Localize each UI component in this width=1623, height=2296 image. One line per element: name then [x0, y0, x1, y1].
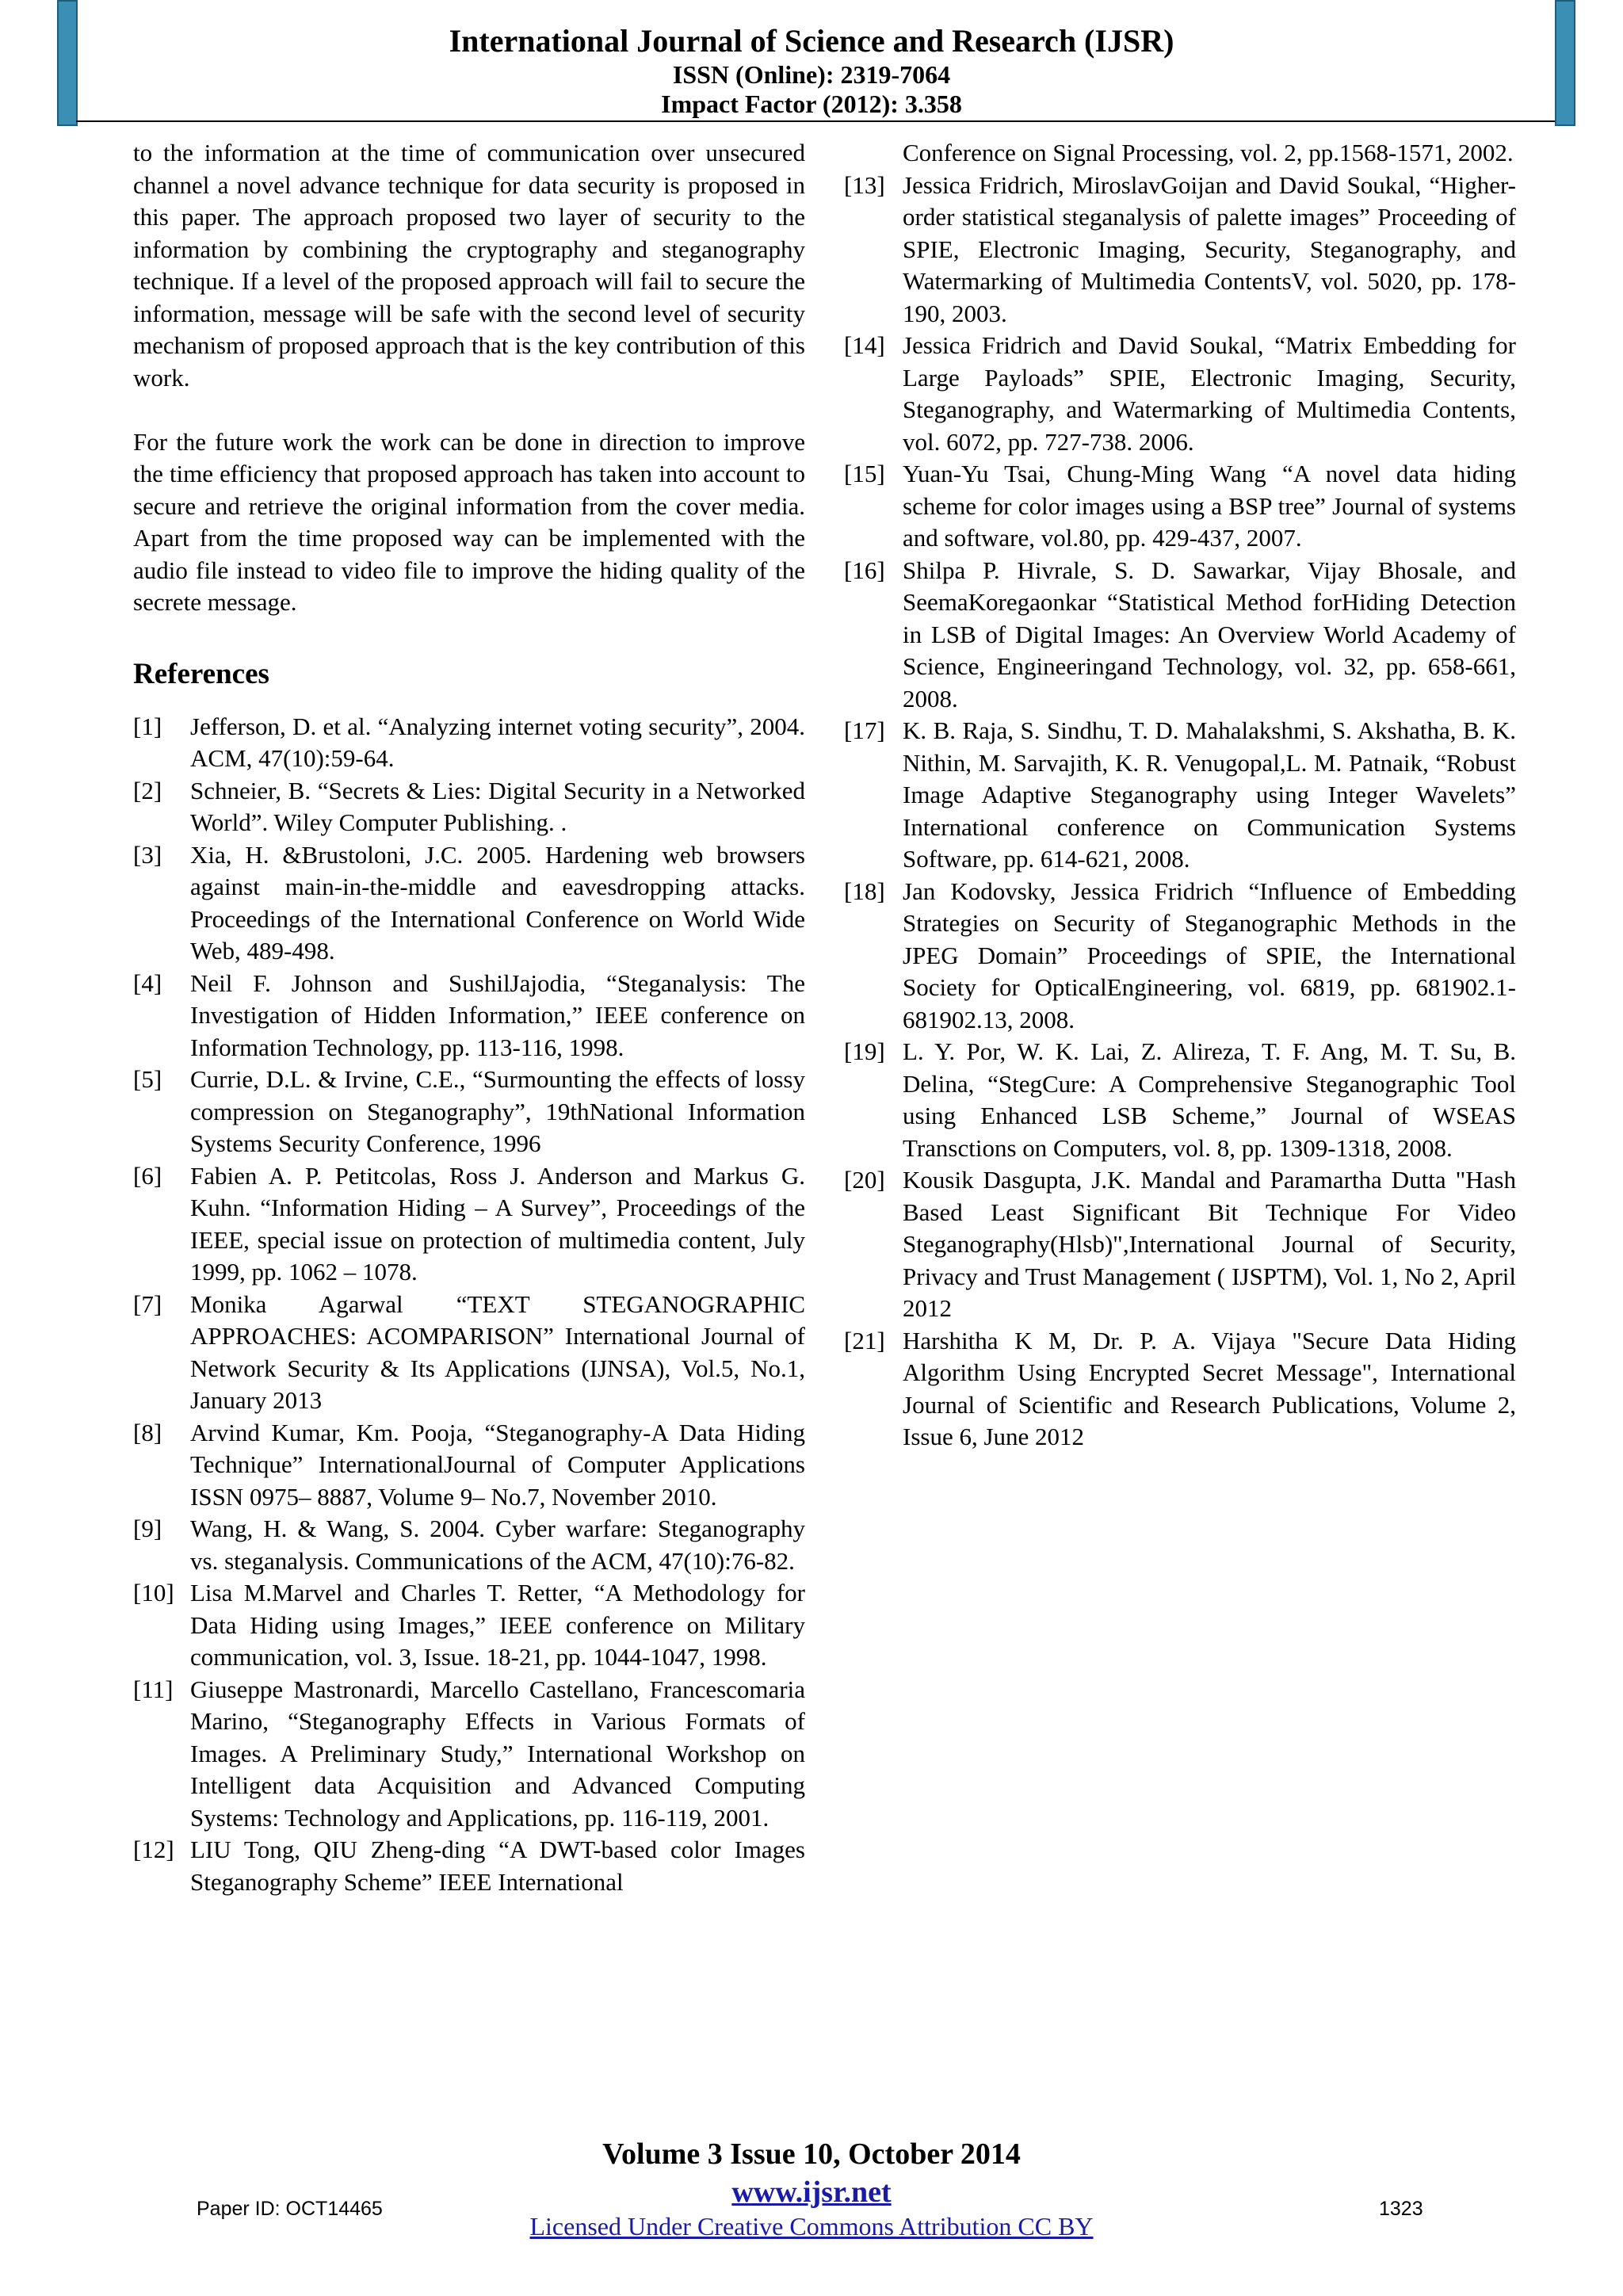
- reference-number: [14]: [844, 331, 885, 359]
- journal-issn: ISSN (Online): 2319-7064: [672, 60, 951, 89]
- references-heading: References: [133, 657, 269, 690]
- journal-header: [0, 22, 1623, 119]
- reference-number: [2]: [133, 776, 162, 804]
- references-list-left: [133, 711, 805, 1899]
- left-column: [133, 137, 805, 1898]
- reference-number: [19]: [844, 1037, 885, 1065]
- reference-number: [21]: [844, 1326, 885, 1354]
- reference-text: K. B. Raja, S. Sindhu, T. D. Mahalakshmi, S. Akshatha, B. K. Nithin, M. Sarvajith, K. R. Venugopal,L. M. Patnaik, “Robust Image Adaptive Steganography using Integer Wavelets” International conference on Communication Systems Software, pp. 614-621, 2008.: [903, 716, 1516, 873]
- reference-number: [13]: [844, 170, 885, 199]
- reference-item: [844, 1325, 1516, 1454]
- reference-continuation: [844, 137, 1516, 170]
- reference-item: [133, 775, 805, 839]
- journal-website-link[interactable]: www.ijsr.net: [731, 2176, 892, 2209]
- reference-text: Arvind Kumar, Km. Pooja, “Steganography-A Data Hiding Technique” InternationalJournal of Computer Applications ISSN 0975– 8887, Volume 9– No.7, November 2010.: [190, 1418, 805, 1511]
- reference-item: [844, 170, 1516, 330]
- page-number: 1323: [1379, 2198, 1423, 2220]
- reference-item: [844, 330, 1516, 458]
- journal-title: International Journal of Science and Research (IJSR): [449, 23, 1174, 59]
- reference-text: Jefferson, D. et al. “Analyzing internet voting security”, 2004. ACM, 47(10):59-64.: [190, 712, 805, 772]
- reference-item: [844, 458, 1516, 555]
- reference-item: [133, 1064, 805, 1160]
- reference-text: Schneier, B. “Secrets & Lies: Digital Security in a Networked World”. Wiley Computer Publishing. .: [190, 776, 805, 836]
- reference-number: [15]: [844, 460, 885, 487]
- reference-text: Wang, H. & Wang, S. 2004. Cyber warfare: Steganography vs. steganalysis. Communications of the ACM, 47(10):76-82.: [190, 1515, 805, 1575]
- reference-number: [11]: [133, 1675, 174, 1703]
- reference-number: [6]: [133, 1161, 162, 1190]
- reference-item: [133, 1513, 805, 1577]
- reference-number: [5]: [133, 1065, 162, 1093]
- reference-number: [12]: [133, 1836, 174, 1863]
- header-divider: [76, 120, 1555, 122]
- reference-number: [16]: [844, 556, 885, 584]
- reference-number: [17]: [844, 716, 885, 744]
- reference-number: [20]: [844, 1166, 885, 1194]
- reference-text: Jessica Fridrich, MiroslavGoijan and David Soukal, “Higher-order statistical steganalysis of palette images” Proceeding of SPIE, Electronic Imaging, Security, Steganography, and Watermarking of Multimedia ContentsV, vol. 5020, pp. 178-190, 2003.: [903, 170, 1516, 327]
- reference-text: Neil F. Johnson and SushilJajodia, “Steganalysis: The Investigation of Hidden Information,” IEEE conference on Information Technology, pp. 113-116, 1998.: [190, 968, 805, 1061]
- future-work-paragraph: For the future work the work can be done in direction to improve the time efficiency that proposed approach has taken into account to secure and retrieve the original information from the cover media. Apart from the time proposed way can be implemented with the audio file instead to video file to improve the hiding quality of the secrete message.: [133, 427, 805, 616]
- reference-item: [133, 711, 805, 775]
- references-list-right: [844, 170, 1516, 1454]
- reference-item: [133, 1834, 805, 1898]
- reference-text: Kousik Dasgupta, J.K. Mandal and Paramartha Dutta "Hash Based Least Significant Bit Technique For Video Steganography(Hlsb)",International Journal of Security, Privacy and Trust Management ( IJSPTM), Vol. 1, No 2, April 2012: [903, 1166, 1516, 1322]
- reference-text: Jan Kodovsky, Jessica Fridrich “Influence of Embedding Strategies on Security of Steganographic Methods in the JPEG Domain” Proceedings of SPIE, the International Society for OpticalEngineering, vol. 6819, pp. 681902.1-681902.13, 2008.: [903, 877, 1516, 1033]
- reference-text: Giuseppe Mastronardi, Marcello Castellano, Francescomaria Marino, “Steganography Effects in Various Formats of Images. A Preliminary Study,” International Workshop on Intelligent data Acquisition and Advanced Computing Systems: Technology and Applications, pp. 116-119, 2001.: [190, 1675, 805, 1832]
- reference-number: [9]: [133, 1515, 162, 1542]
- issue-volume: Volume 3 Issue 10, October 2014: [602, 2137, 1021, 2171]
- reference-text: Fabien A. P. Petitcolas, Ross J. Anderson and Markus G. Kuhn. “Information Hiding – A Survey”, Proceedings of the IEEE, special issue on protection of multimedia content, July 1999, pp. 1062 – 1078.: [190, 1161, 805, 1286]
- reference-item: [133, 1160, 805, 1289]
- reference-item: [844, 555, 1516, 716]
- reference-text: Conference on Signal Processing, vol. 2, pp.1568-1571, 2002.: [903, 139, 1514, 166]
- reference-number: [18]: [844, 877, 885, 905]
- license-link[interactable]: Licensed Under Creative Commons Attribution CC BY: [529, 2212, 1094, 2241]
- conclusion-paragraph: to the information at the time of communication over unsecured channel a novel advance technique for data security is proposed in this paper. The approach proposed two layer of security to the information by combining the cryptography and steganography technique. If a level of the proposed approach will fail to secure the information, message will be safe with the second level of security mechanism of proposed approach that is the key contribution of this work.: [133, 139, 805, 392]
- reference-text: L. Y. Por, W. K. Lai, Z. Alireza, T. F. Ang, M. T. Su, B. Delina, “StegCure: A Comprehensive Steganographic Tool using Enhanced LSB Scheme,” Journal of WSEAS Transctions on Computers, vol. 8, pp. 1309-1318, 2008.: [903, 1037, 1516, 1162]
- journal-impact-factor: Impact Factor (2012): 3.358: [661, 90, 962, 118]
- reference-item: [133, 1674, 805, 1835]
- reference-text: LIU Tong, QIU Zheng-ding “A DWT-based color Images Steganography Scheme” IEEE International: [190, 1836, 805, 1896]
- reference-item: [133, 839, 805, 968]
- reference-item: [133, 1417, 805, 1514]
- reference-item: [133, 1289, 805, 1417]
- reference-number: [10]: [133, 1579, 174, 1606]
- reference-text: Yuan-Yu Tsai, Chung-Ming Wang “A novel data hiding scheme for color images using a BSP tree” Journal of systems and software, vol.80, pp. 429-437, 2007.: [903, 460, 1516, 552]
- reference-text: Xia, H. &Brustoloni, J.C. 2005. Hardening web browsers against main-in-the-middle and eavesdropping attacks. Proceedings of the International Conference on World Wide Web, 489-498.: [190, 840, 805, 965]
- reference-item: [844, 1164, 1516, 1325]
- reference-text: Harshitha K M, Dr. P. A. Vijaya "Secure Data Hiding Algorithm Using Encrypted Secret Message", International Journal of Scientific and Research Publications, Volume 2, Issue 6, June 2012: [903, 1326, 1516, 1450]
- reference-item: [133, 968, 805, 1064]
- right-column: [844, 137, 1516, 1454]
- reference-item: [844, 876, 1516, 1037]
- reference-text: Monika Agarwal “TEXT STEGANOGRAPHIC APPROACHES: ACOMPARISON” International Journal of Network Security & Its Applications (IJNSA), Vol.5, No.1, January 2013: [190, 1289, 805, 1414]
- reference-number: [8]: [133, 1418, 162, 1446]
- reference-text: Jessica Fridrich and David Soukal, “Matrix Embedding for Large Payloads” SPIE, Electronic Imaging, Security, Steganography, and Watermarking of Multimedia Contents, vol. 6072, pp. 727-738. 2006.: [903, 331, 1516, 456]
- reference-text: Lisa M.Marvel and Charles T. Retter, “A Methodology for Data Hiding using Images,” IEEE conference on Military communication, vol. 3, Issue. 18-21, pp. 1044-1047, 1998.: [190, 1579, 805, 1671]
- paper-id: Paper ID: OCT14465: [197, 2198, 383, 2220]
- reference-item: [133, 1577, 805, 1674]
- reference-number: [1]: [133, 712, 162, 740]
- reference-text: Shilpa P. Hivrale, S. D. Sawarkar, Vijay Bhosale, and SeemaKoregaonkar “Statistical Method forHiding Detection in LSB of Digital Images: An Overview World Academy of Science, Engineeringand Technology, vol. 32, pp. 658-661, 2008.: [903, 556, 1516, 712]
- reference-number: [7]: [133, 1289, 162, 1318]
- reference-text: Currie, D.L. & Irvine, C.E., “Surmounting the effects of lossy compression on Steganography”, 19thNational Information Systems Security Conference, 1996: [190, 1065, 805, 1157]
- reference-item: [844, 1036, 1516, 1164]
- reference-item: [844, 715, 1516, 876]
- reference-number: [4]: [133, 968, 162, 997]
- reference-number: [3]: [133, 840, 162, 869]
